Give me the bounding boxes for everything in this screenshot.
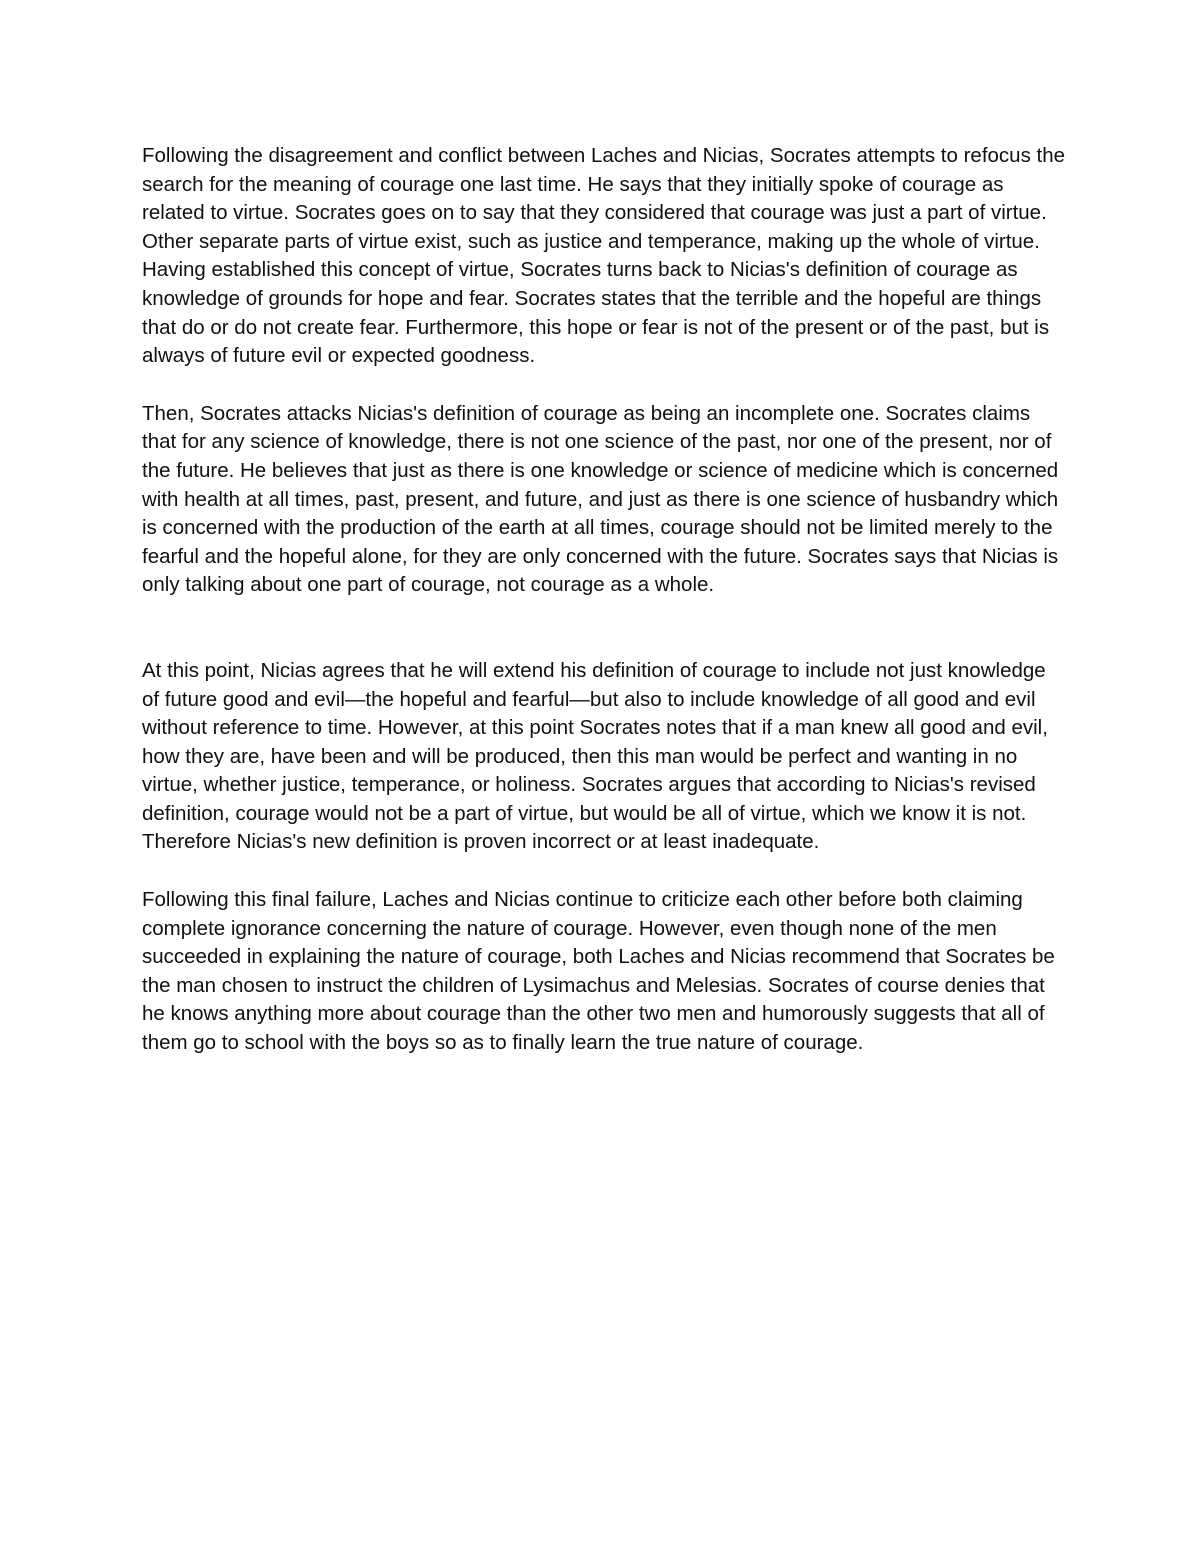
paragraph-2: Then, Socrates attacks Nicias's definition of courage as being an incomplete one. Socrates claims that for any science of knowledge, there is not one science of the past, nor one of the present, nor of the future. He believes that just as there is one knowledge or science of medicine which is concerned with health at all times, past, present, and future, and just as there is one science of husbandry which is concerned with the production of the earth at all times, courage should not be limited merely to the fearful and the hopeful alone, for they are only concerned with the future. Socrates says that Nicias is only talking about one part of courage, not courage as a whole. [142,401,1059,597]
paragraph-4: Following this final failure, Laches and Nicias continue to criticize each other before both claiming complete ignorance concerning the nature of courage. However, even though none of the men succeeded in explaining the nature of courage, both Laches and Nicias recommend that Socrates be the man chosen to instruct the children of Lysimachus and Melesias. Socrates of course denies that he knows anything more about courage than the other two men and humorously suggests that all of them go to school with the boys so as to finally learn the true nature of courage. [142,888,1055,1055]
document-body [142,142,1067,1058]
paragraph-1: Following the disagreement and conflict between Laches and Nicias, Socrates attempts to refocus the search for the meaning of courage one last time. He says that they initially spoke of courage as related to virtue. Socrates goes on to say that they considered that courage was just a part of virtue. Other separate parts of virtue exist, such as justice and temperance, making up the whole of virtue. Having established this concept of virtue, Socrates turns back to Nicias's definition of courage as knowledge of grounds for hope and fear. Socrates states that the terrible and the hopeful are things that do or do not create fear. Furthermore, this hope or fear is not of the present or of the past, but is always of future evil or expected goodness. [142,144,1066,368]
paragraph-3: At this point, Nicias agrees that he will extend his definition of courage to include not just knowledge of future good and evil—the hopeful and fearful—but also to include knowledge of all good and evil without reference to time. However, at this point Socrates notes that if a man knew all good and evil, how they are, have been and will be produced, then this man would be perfect and wanting in no virtue, whether justice, temperance, or holiness. Socrates argues that according to Nicias's revised definition, courage would not be a part of virtue, but would be all of virtue, which we know it is not. Therefore Nicias's new definition is proven incorrect or at least inadequate. [142,658,1048,854]
